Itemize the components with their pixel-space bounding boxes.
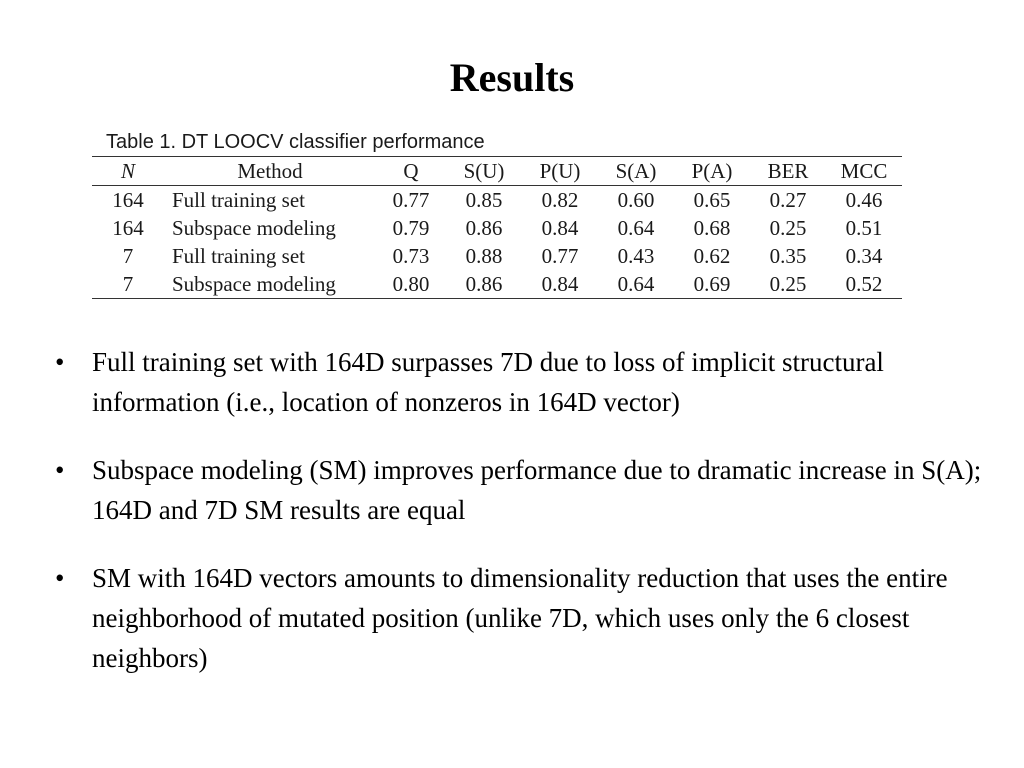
cell-pa: 0.65 — [693, 188, 731, 212]
column-header-q: Q — [403, 159, 419, 183]
bullet-item — [55, 558, 985, 678]
cell-pa: 0.68 — [693, 216, 731, 240]
bullet-list — [55, 342, 985, 706]
bullet-item — [55, 342, 985, 422]
cell-method: Full training set — [172, 188, 305, 212]
bullet-item — [55, 450, 985, 530]
column-header-ber: BER — [767, 159, 809, 183]
cell-n: 164 — [112, 216, 144, 240]
bullet-marker: • — [55, 455, 65, 485]
cell-ber: 0.27 — [769, 188, 807, 212]
table-caption: Table 1. DT LOOCV classifier performance — [106, 131, 485, 153]
column-header-n: N — [120, 159, 135, 183]
cell-n: 7 — [122, 244, 134, 268]
slide-title: Results — [449, 55, 575, 100]
cell-mcc: 0.34 — [845, 244, 883, 268]
cell-method: Subspace modeling — [172, 216, 336, 240]
table-row — [92, 186, 902, 215]
cell-mcc: 0.52 — [845, 272, 883, 296]
cell-su: 0.85 — [465, 188, 503, 212]
column-header-pa: P(A) — [691, 159, 733, 183]
table-header-row — [92, 157, 902, 186]
cell-pu: 0.77 — [541, 244, 579, 268]
cell-n: 7 — [122, 272, 134, 296]
cell-ber: 0.25 — [769, 272, 807, 296]
column-header-su: S(U) — [463, 159, 505, 183]
cell-su: 0.86 — [465, 216, 503, 240]
column-header-mcc: MCC — [840, 159, 888, 183]
cell-sa: 0.64 — [617, 272, 655, 296]
column-header-pu: P(U) — [539, 159, 581, 183]
column-header-method: Method — [237, 159, 303, 183]
bullet-marker: • — [55, 563, 65, 593]
cell-pu: 0.82 — [541, 188, 579, 212]
cell-pu: 0.84 — [541, 216, 579, 240]
cell-sa: 0.60 — [617, 188, 655, 212]
cell-su: 0.88 — [465, 244, 503, 268]
cell-ber: 0.25 — [769, 216, 807, 240]
cell-ber: 0.35 — [769, 244, 807, 268]
cell-mcc: 0.51 — [845, 216, 883, 240]
cell-n: 164 — [112, 188, 144, 212]
bullet-marker: • — [55, 347, 65, 377]
table-row — [92, 214, 902, 242]
bullet-text: SM with 164D vectors amounts to dimensionality reduction that uses the entire neighborhood of mutated position (unlike 7D, which uses only the 6 closest neighbors) — [92, 563, 948, 673]
cell-method: Subspace modeling — [172, 272, 336, 296]
cell-method: Full training set — [172, 244, 305, 268]
cell-mcc: 0.46 — [845, 188, 883, 212]
cell-su: 0.86 — [465, 272, 503, 296]
cell-q: 0.73 — [392, 244, 430, 268]
cell-q: 0.79 — [392, 216, 430, 240]
bullet-text: Full training set with 164D surpasses 7D due to loss of implicit structural information (i.e., location of nonzeros in 164D vector) — [92, 347, 884, 417]
cell-pa: 0.69 — [693, 272, 731, 296]
cell-pa: 0.62 — [693, 244, 731, 268]
table-row — [92, 242, 902, 270]
cell-q: 0.80 — [392, 272, 430, 296]
cell-sa: 0.43 — [617, 244, 655, 268]
performance-table — [92, 156, 902, 299]
column-header-sa: S(A) — [615, 159, 657, 183]
table-row — [92, 270, 902, 299]
cell-q: 0.77 — [392, 188, 430, 212]
cell-sa: 0.64 — [617, 216, 655, 240]
cell-pu: 0.84 — [541, 272, 579, 296]
results-table-figure — [92, 124, 904, 326]
bullet-text: Subspace modeling (SM) improves performance due to dramatic increase in S(A); 164D and 7D SM results are equal — [92, 455, 982, 525]
